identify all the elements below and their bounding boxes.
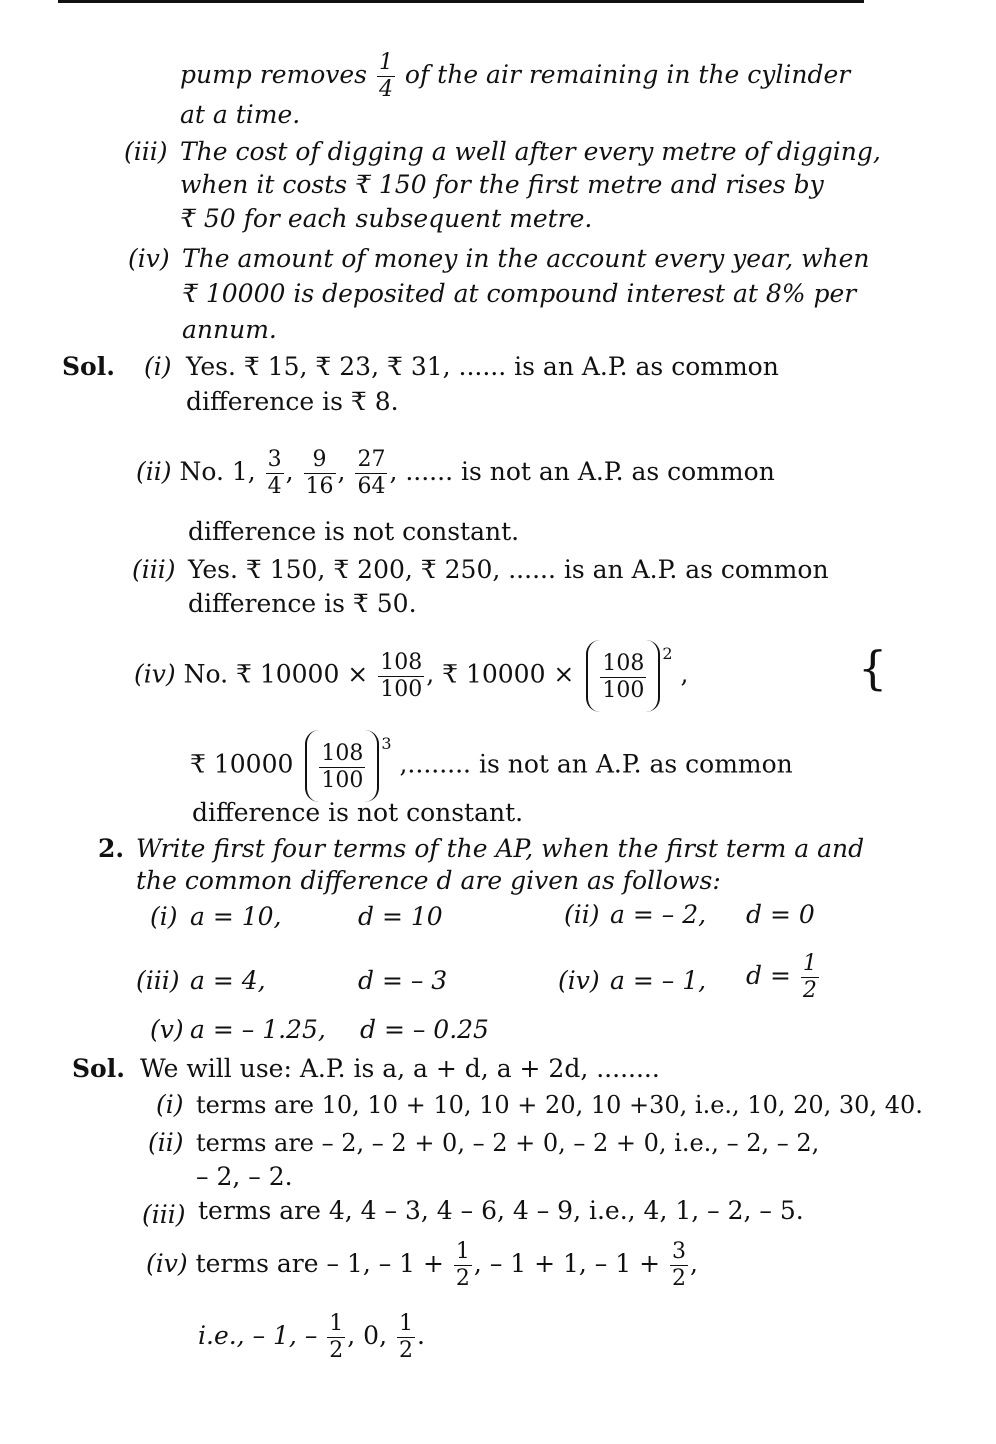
q2-i-a: a = 10, (190, 902, 282, 931)
sol-1-ii-line-2: difference is not constant. (188, 517, 520, 546)
item-iv-label: (iv) (128, 244, 170, 273)
q2-iii-d: d = – 3 (358, 966, 448, 995)
q2-ii-d: d = 0 (746, 900, 815, 929)
item-iii-label: (iii) (124, 137, 168, 166)
sol-1-iv-line-2 (190, 730, 793, 802)
sol-2-iii-text: terms are 4, 4 – 3, 4 – 6, 4 – 9, i.e., 4, 1, – 2, – 5. (198, 1196, 804, 1225)
item-iv-line-1: The amount of money in the account every year, when (182, 244, 870, 273)
intro-line-1 (180, 52, 850, 101)
fraction-1-2-a: $\frac{1}{2}$ (455, 1239, 470, 1291)
paren-108-100-cubed: $\frac{108}{100}$ (305, 730, 379, 802)
sol-1-i-line-2: difference is ₹ 8. (186, 387, 399, 416)
item-iii-line-2: when it costs ₹ 150 for the first metre and rises by (180, 170, 824, 199)
sol-2-ie-b: , 0, (347, 1321, 388, 1350)
sol-1-i-line-1: Yes. ₹ 15, ₹ 23, ₹ 31, ...... is an A.P. as common (186, 352, 779, 381)
sol-2-intro: We will use: A.P. is a, a + d, a + 2d, ........ (140, 1054, 660, 1083)
q2-iii-label: (iii) (136, 966, 180, 995)
fraction-1-2-c: $\frac{1}{2}$ (398, 1311, 413, 1363)
item-iv-line-2: ₹ 10000 is deposited at compound interest at 8% per (182, 279, 857, 308)
fraction-1-2-b: $\frac{1}{2}$ (329, 1311, 344, 1363)
fraction-27-64: $\frac{27}{64}$ (357, 447, 386, 499)
sol-2-ie-line (198, 1304, 425, 1368)
q2-v-label: (v) (150, 1015, 184, 1044)
sol-2-iv-b: , – 1 + 1, – 1 + (473, 1249, 661, 1278)
exponent-2: 2 (662, 643, 673, 663)
q2-ii-a: a = – 2, (610, 900, 707, 929)
sol-1-iv-mid: , ₹ 10000 × (426, 659, 575, 689)
paren-108-100: $\frac{108}{100}$ (586, 640, 660, 712)
sol-2-ii-text: terms are – 2, – 2 + 0, – 2 + 0, – 2 + 0, i.e., – 2, – 2, (196, 1129, 820, 1157)
sol-1-iii-line-1: Yes. ₹ 150, ₹ 200, ₹ 250, ...... is an A.P. as common (188, 555, 829, 584)
q2-iv-label: (iv) (558, 966, 600, 995)
sol-1-iv-pre: No. ₹ 10000 × (183, 659, 369, 689)
fraction-9-16: $\frac{9}{16}$ (305, 447, 334, 499)
item-iv-line-3: annum. (182, 315, 277, 344)
fraction-3-2: $\frac{3}{2}$ (672, 1239, 687, 1291)
sol-1-ii-pre: No. 1, (179, 457, 256, 486)
q2-v-a: a = – 1.25, (190, 1015, 326, 1044)
intro-text-before: pump removes (180, 60, 368, 89)
sol-2-iii-label: (iii) (142, 1200, 186, 1229)
fraction-3-4: $\frac{3}{4}$ (267, 447, 282, 499)
intro-line-2: at a time. (180, 100, 301, 129)
sol-1-iv-label: (iv) (134, 659, 176, 689)
sol-2-ii-cont: – 2, – 2. (196, 1162, 293, 1191)
sol-2-label: Sol. (72, 1054, 125, 1083)
sol-2-ie-c: . (416, 1321, 425, 1350)
sol-1-iv-l2-pre: ₹ 10000 (190, 749, 294, 779)
sol-2-iv-a: terms are – 1, – 1 + (195, 1249, 444, 1278)
q2-i-d: d = 10 (358, 902, 443, 931)
sol-1-i-label: (i) (144, 352, 172, 381)
q2-iii-a: a = 4, (190, 966, 266, 995)
sol-1-iii-label: (iii) (132, 555, 176, 584)
sol-2-iv-label: (iv) (146, 1249, 188, 1278)
question-2-line-2: the common difference d are given as follows: (136, 866, 721, 895)
fraction-108-100-a: $\frac{108}{100}$ (380, 649, 423, 702)
item-iii-line-3: ₹ 50 for each subsequent metre. (180, 204, 593, 233)
sol-2-i-label: (i) (156, 1090, 184, 1119)
sol-1-iv-line-3: difference is not constant. (192, 798, 524, 827)
sol-2-ii-label: (ii) (148, 1128, 184, 1157)
q2-v-d: d = – 0.25 (360, 1015, 489, 1044)
q2-iv-d (746, 944, 821, 1008)
q2-i-label: (i) (150, 902, 178, 931)
top-rule (58, 0, 864, 3)
sol-1-iv-l2-post: ,........ is not an A.P. as common (399, 749, 793, 779)
sol-1-iii-line-2: difference is ₹ 50. (188, 589, 417, 618)
q2-iv-d-text: d = (746, 961, 791, 990)
question-2-number: 2. (98, 834, 125, 863)
item-iii-line-1: The cost of digging a well after every metre of digging, (180, 137, 881, 166)
sol-1-label: Sol. (62, 352, 115, 381)
sol-2-ie-a: i.e., – 1, – (198, 1321, 318, 1350)
sol-1-ii-post: , ...... is not an A.P. as common (389, 457, 775, 486)
sol-1-ii-line: (ii) No. 1, $\frac{3}{4}$ , $\frac{9}{16}$ , $\frac{27}{64}$ , ...... is not an A.P. as common (136, 447, 775, 499)
fraction-1-2-q2: $\frac{1}{2}$ (802, 951, 817, 1003)
sol-2-iv-c: , (690, 1249, 698, 1278)
sol-2-iv-line (146, 1232, 698, 1296)
exponent-3: 3 (381, 733, 392, 753)
sol-1-iv-line: (iv) No. ₹ 10000 × $\frac{108}{100}$ , ₹ 10000 × $\frac{108}{100}$ $^2$ , (134, 640, 688, 712)
question-2-line-1: Write first four terms of the AP, when the first term a and (136, 834, 865, 863)
margin-bracket-mark: { (858, 641, 888, 695)
intro-text-after: of the air remaining in the cylinder (404, 60, 851, 89)
q2-iv-a: a = – 1, (610, 966, 707, 995)
sol-1-ii-label: (ii) (136, 457, 172, 486)
q2-ii-label: (ii) (564, 900, 600, 929)
fraction-one-quarter: $\frac{1}{4}$ (378, 50, 393, 102)
sol-2-i-text: terms are 10, 10 + 10, 10 + 20, 10 +30, i.e., 10, 20, 30, 40. (196, 1091, 923, 1119)
